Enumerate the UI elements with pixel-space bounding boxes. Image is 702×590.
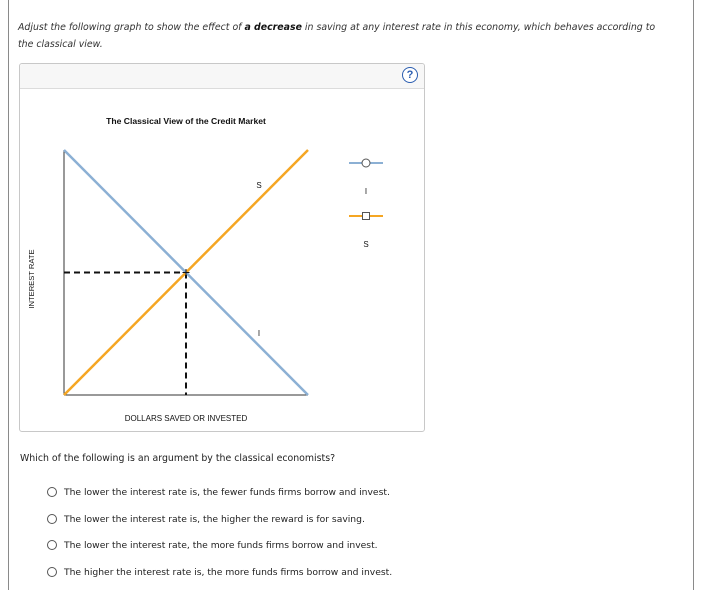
help-icon[interactable]: ? [402,67,418,83]
answer-option-3[interactable] [47,538,378,552]
saving-tool-label: S [363,240,369,249]
answer-option-4[interactable] [47,565,392,579]
graph-panel [19,63,425,432]
circle-handle-icon[interactable] [362,159,370,167]
investment-curve-label: I [257,329,261,338]
plot-area [64,150,308,395]
prompt-text-bold: a decrease [244,22,302,33]
x-axis-label: DOLLARS SAVED OR INVESTED [124,414,248,423]
answer-option-label[interactable]: The lower the interest rate, the more funds firms borrow and invest. [64,539,378,551]
answer-option-label[interactable]: The higher the interest rate is, the more funds firms borrow and invest. [64,566,393,578]
investment-tool-label: I [364,187,368,196]
saving-tool[interactable] [349,213,383,220]
prompt-text-before: Adjust the following graph to show the effect of [18,22,245,33]
investment-tool[interactable] [349,159,383,167]
graph-title: The Classical View of the Credit Market [106,116,266,126]
answer-option-1[interactable] [47,485,390,499]
y-axis-label: INTEREST RATE [27,249,36,309]
prompt-text-after: in saving at any interest rate in this economy, which behaves according to the classical view. [18,22,656,50]
mc-question-text: Which of the following is an argument by the classical economists? [20,453,336,464]
radio-button[interactable] [47,540,57,550]
answer-option-label[interactable]: The lower the interest rate is, the fewer funds firms borrow and invest. [64,486,390,498]
square-handle-icon[interactable] [363,213,370,220]
question-prompt [18,19,668,53]
credit-market-graph [20,64,424,431]
radio-button[interactable] [47,487,57,497]
radio-button[interactable] [47,567,57,577]
answer-option-2[interactable] [47,512,365,526]
radio-button[interactable] [47,514,57,524]
saving-curve-label: S [256,181,262,190]
answer-option-label[interactable]: The lower the interest rate is, the higher the reward is for saving. [64,513,365,525]
